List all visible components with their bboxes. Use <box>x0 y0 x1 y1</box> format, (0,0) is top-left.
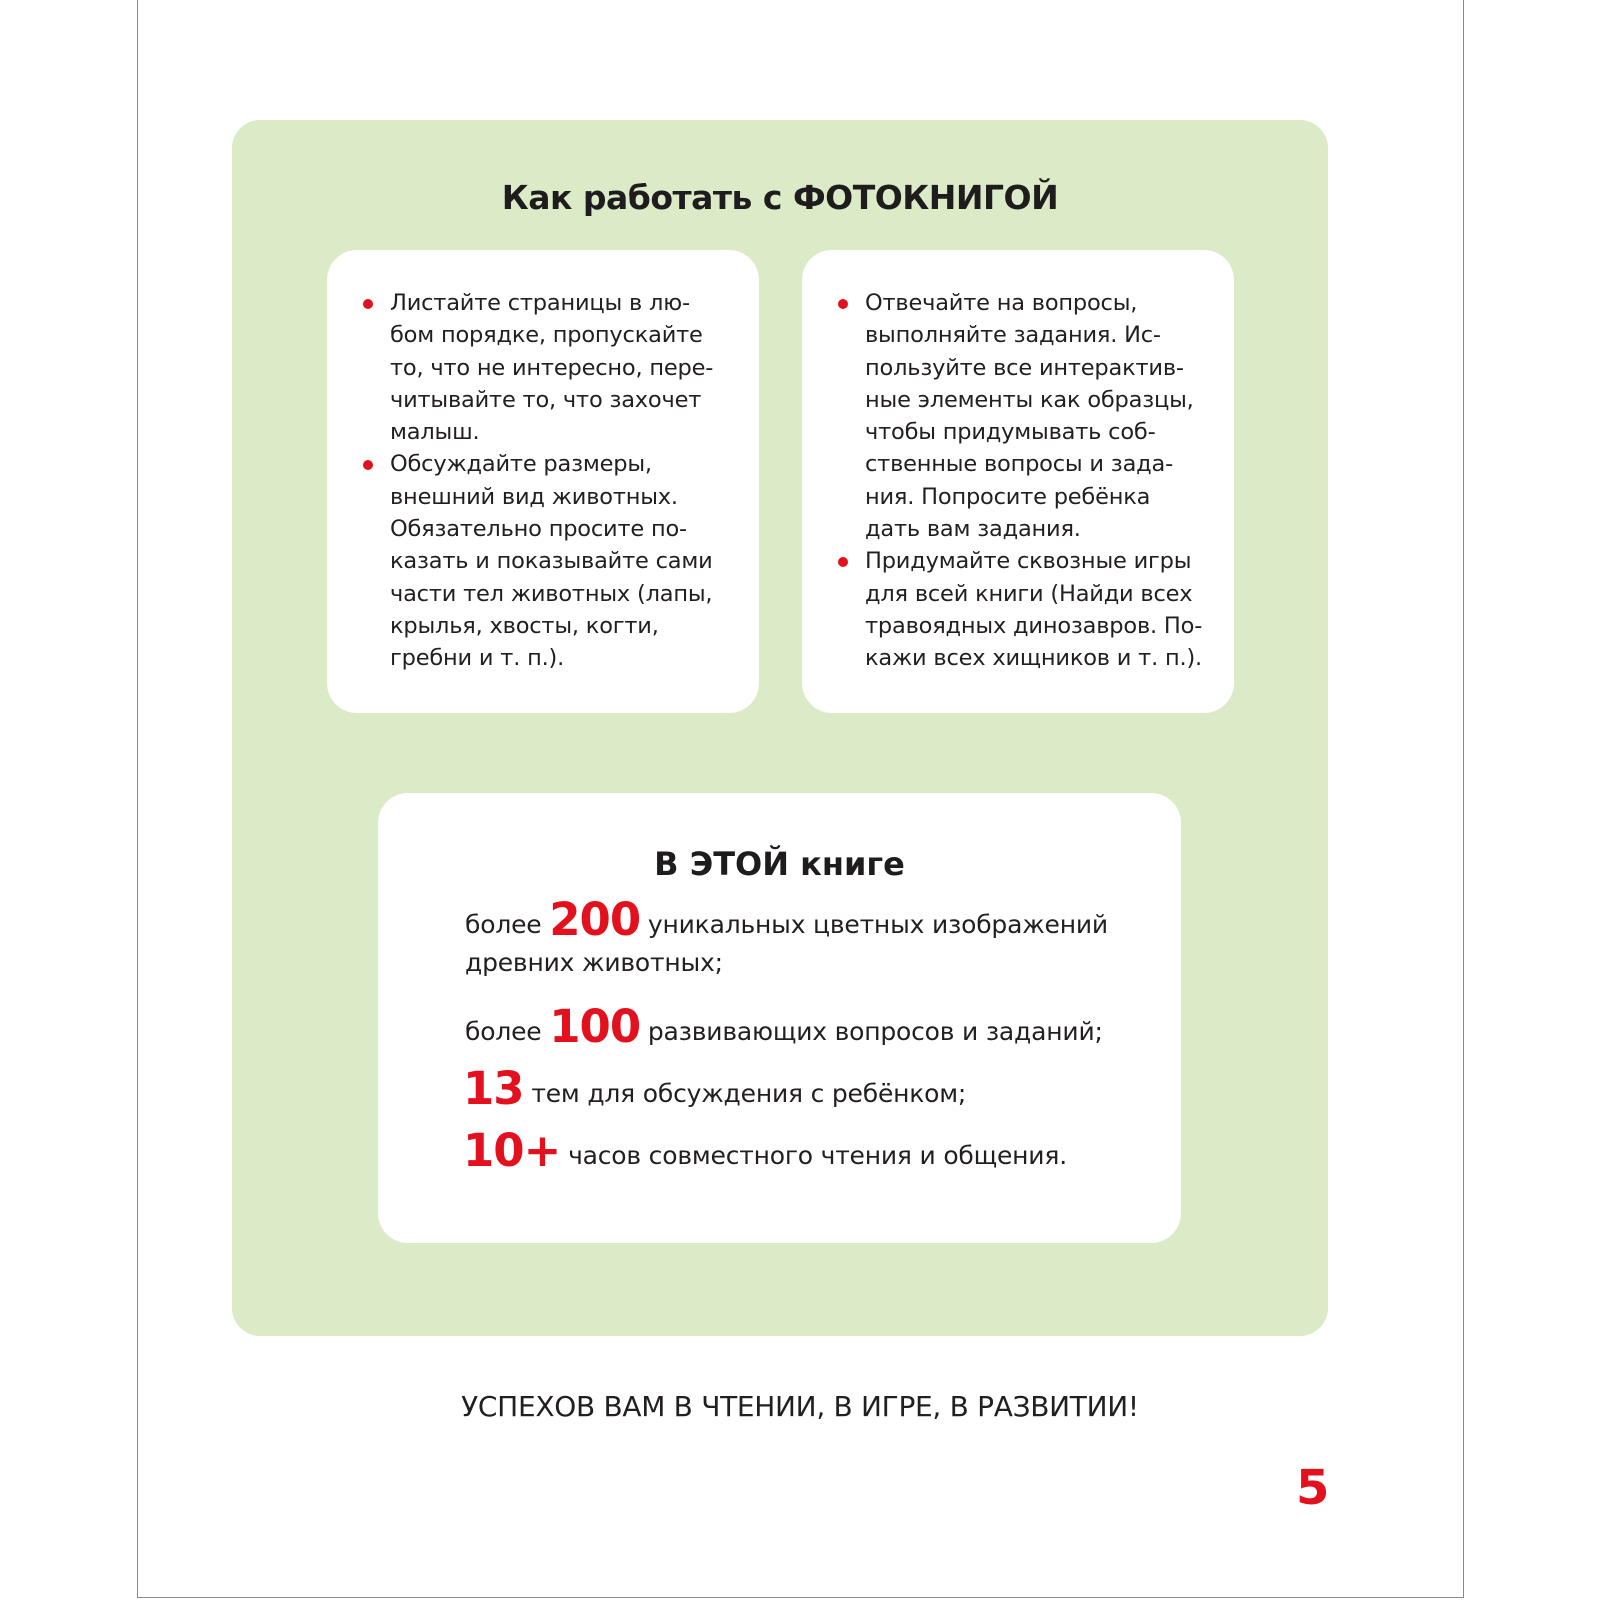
tip-line: малыш. <box>390 419 480 446</box>
tip-line: бом порядке, пропускайте <box>390 322 703 349</box>
book-stats-card <box>378 793 1181 1243</box>
stat-questions <box>465 1000 1103 1053</box>
stat-number: 10+ <box>463 1124 561 1177</box>
tip-line: пользуйте все интерактив- <box>865 354 1184 381</box>
stat-images <box>465 893 1108 977</box>
stat-hours <box>463 1124 1067 1177</box>
tip-line: Обсуждайте размеры, <box>390 451 652 478</box>
tip-line: Обязательно просите по- <box>390 516 687 543</box>
tip-line: выполняйте задания. Ис- <box>865 322 1161 349</box>
tip-line: казать и показывайте сами <box>390 548 713 575</box>
tips-card-right <box>802 250 1234 713</box>
stat-prefix: более <box>465 1017 550 1046</box>
stat-prefix: более <box>465 910 550 939</box>
tip-line: дать вам задания. <box>865 516 1081 543</box>
tip-line: части тел животных (лапы, <box>390 580 713 607</box>
stat-text: уникальных цветных изображений <box>640 910 1108 939</box>
stat-topics <box>463 1062 966 1115</box>
bullet-icon <box>363 460 373 470</box>
stat-number: 13 <box>463 1062 524 1115</box>
tips-card-left <box>327 250 759 713</box>
tip-line: ные элементы как образцы, <box>865 386 1194 413</box>
tip-line: читывайте то, что захочет <box>390 386 702 413</box>
tip-line: кажи всех хищников и т. п.). <box>865 645 1202 672</box>
stat-text: тем для обсуждения с ребёнком; <box>523 1079 967 1108</box>
bullet-icon <box>363 299 373 309</box>
stat-text: развивающих вопросов и заданий; <box>640 1017 1103 1046</box>
bullet-icon <box>838 557 848 567</box>
tip-line: Листайте страницы в лю- <box>390 290 690 316</box>
tip-item <box>865 545 1225 674</box>
tips-list-left <box>390 287 750 675</box>
tip-line: внешний вид животных. <box>390 483 678 510</box>
book-stats-title: В ЭТОЙ книге <box>654 845 905 883</box>
stat-number: 100 <box>549 1000 641 1053</box>
tip-line: травоядных динозавров. По- <box>865 612 1203 639</box>
tips-list-right <box>865 287 1225 675</box>
tip-line: гребни и т. п.). <box>390 645 565 672</box>
stat-text: часов совместного чтения и общения. <box>560 1141 1067 1170</box>
stat-text-continuation: древних животных; <box>465 948 723 977</box>
tip-line: Отвечайте на вопросы, <box>865 290 1138 316</box>
page-number: 5 <box>1296 1460 1330 1516</box>
tip-item <box>390 287 750 448</box>
stat-number: 200 <box>549 893 641 946</box>
tip-item <box>865 287 1225 545</box>
closing-wish: УСПЕХОВ ВАМ В ЧТЕНИИ, В ИГРЕ, В РАЗВИТИИ! <box>461 1390 1139 1423</box>
tip-line: Придумайте сквозные игры <box>865 548 1192 575</box>
tip-line: то, что не интересно, пере- <box>390 354 714 381</box>
tip-line: ния. Попросите ребёнка <box>865 483 1151 510</box>
tip-line: для всей книги (Найди всех <box>865 580 1193 607</box>
tip-line: крылья, хвосты, когти, <box>390 612 659 639</box>
bullet-icon <box>838 299 848 309</box>
tip-item <box>390 448 750 674</box>
tip-line: чтобы придумывать соб- <box>865 419 1156 446</box>
page-title: Как работать с ФОТОКНИГОЙ <box>501 178 1059 217</box>
tip-line: ственные вопросы и зада- <box>865 451 1174 478</box>
